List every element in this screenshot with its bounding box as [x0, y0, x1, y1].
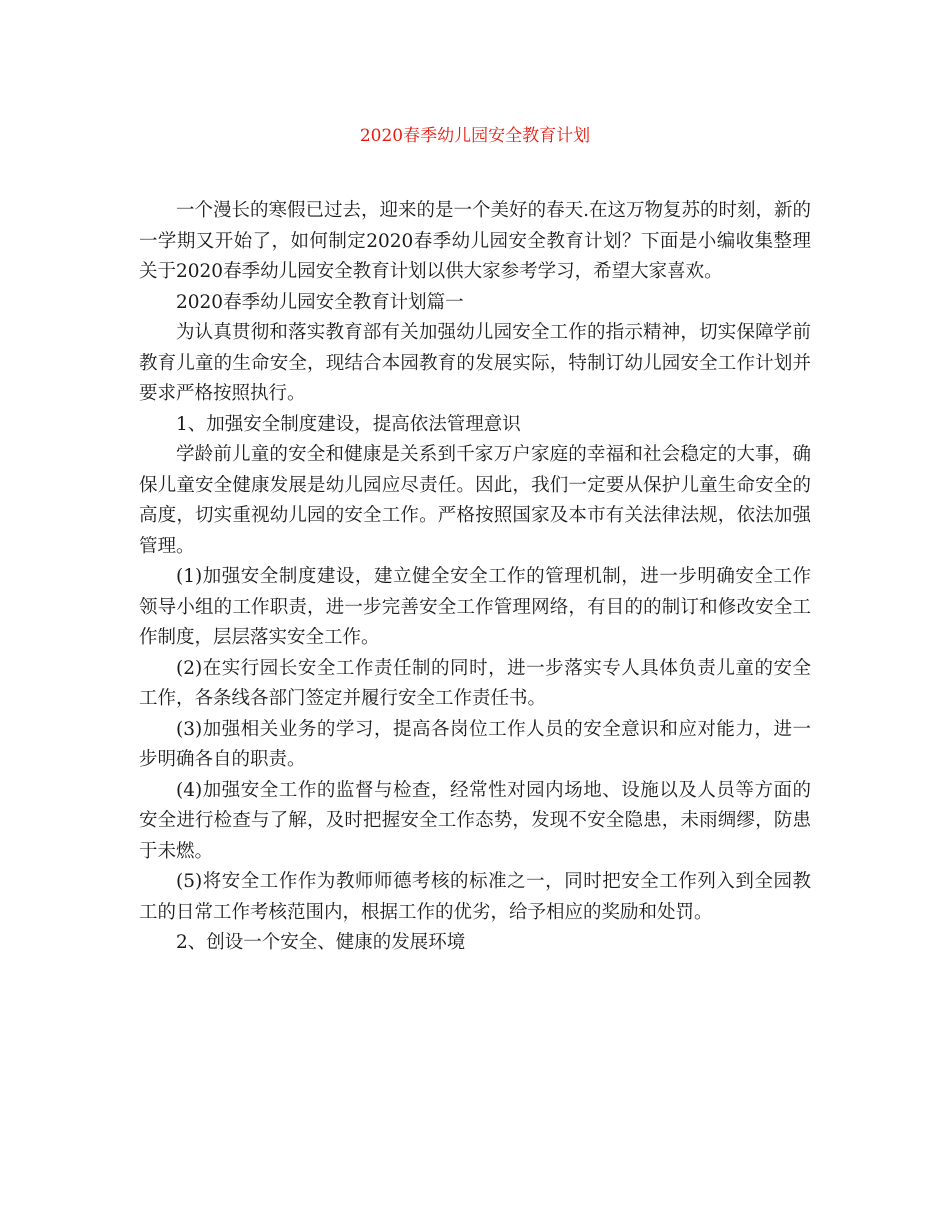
document-title: 2020春季幼儿园安全教育计划	[359, 126, 591, 146]
document-body	[139, 196, 811, 959]
list-item-1: (1)加强安全制度建设，建立健全安全工作的管理机制，进一步明确安全工作领导小组的工作职责，进一步完善安全工作管理网络，有目的的制订和修改安全工作制度，层层落实安全工作。	[139, 566, 811, 648]
paragraph-safety-importance: 学龄前儿童的安全和健康是关系到千家万户家庭的幸福和社会稳定的大事，确保儿童安全健康发展是幼儿园应尽责任。因此，我们一定要从保护儿童生命安全的高度，切实重视幼儿园的安全工作。严格按照国家及本市有关法律法规，依法加强管理。	[139, 444, 811, 557]
paragraph-intro: 一个漫长的寒假已过去，迎来的是一个美好的春天.在这万物复苏的时刻，新的一学期又开始了，如何制定2020春季幼儿园安全教育计划？下面是小编收集整理关于2020春季幼儿园安全教育计划以供大家参考学习，希望大家喜欢。	[139, 200, 811, 282]
section-heading-2: 2、创设一个安全、健康的发展环境	[176, 932, 466, 953]
list-item-3: (3)加强相关业务的学习，提高各岗位工作人员的安全意识和应对能力，进一步明确各自的职责。	[139, 718, 811, 770]
section-heading: 2020春季幼儿园安全教育计划篇一	[176, 291, 464, 313]
list-item-5: (5)将安全工作作为教师师德考核的标准之一，同时把安全工作列入到全园教工的日常工作考核范围内，根据工作的优劣，给予相应的奖励和处罚。	[139, 871, 811, 923]
paragraph-purpose: 为认真贯彻和落实教育部有关加强幼儿园安全工作的指示精神，切实保障学前教育儿童的生命安全，现结合本园教育的发展实际，特制订幼儿园安全工作计划并要求严格按照执行。	[139, 322, 811, 404]
list-item-4: (4)加强安全工作的监督与检查，经常性对园内场地、设施以及人员等方面的安全进行检查与了解，及时把握安全工作态势，发现不安全隐患，未雨绸缪，防患于未燃。	[139, 779, 811, 862]
section-heading-1: 1、加强安全制度建设，提高依法管理意识	[176, 413, 521, 435]
list-item-2: (2)在实行园长安全工作责任制的同时，进一步落实专人具体负责儿童的安全工作，各条线各部门签定并履行安全工作责任书。	[139, 657, 811, 709]
